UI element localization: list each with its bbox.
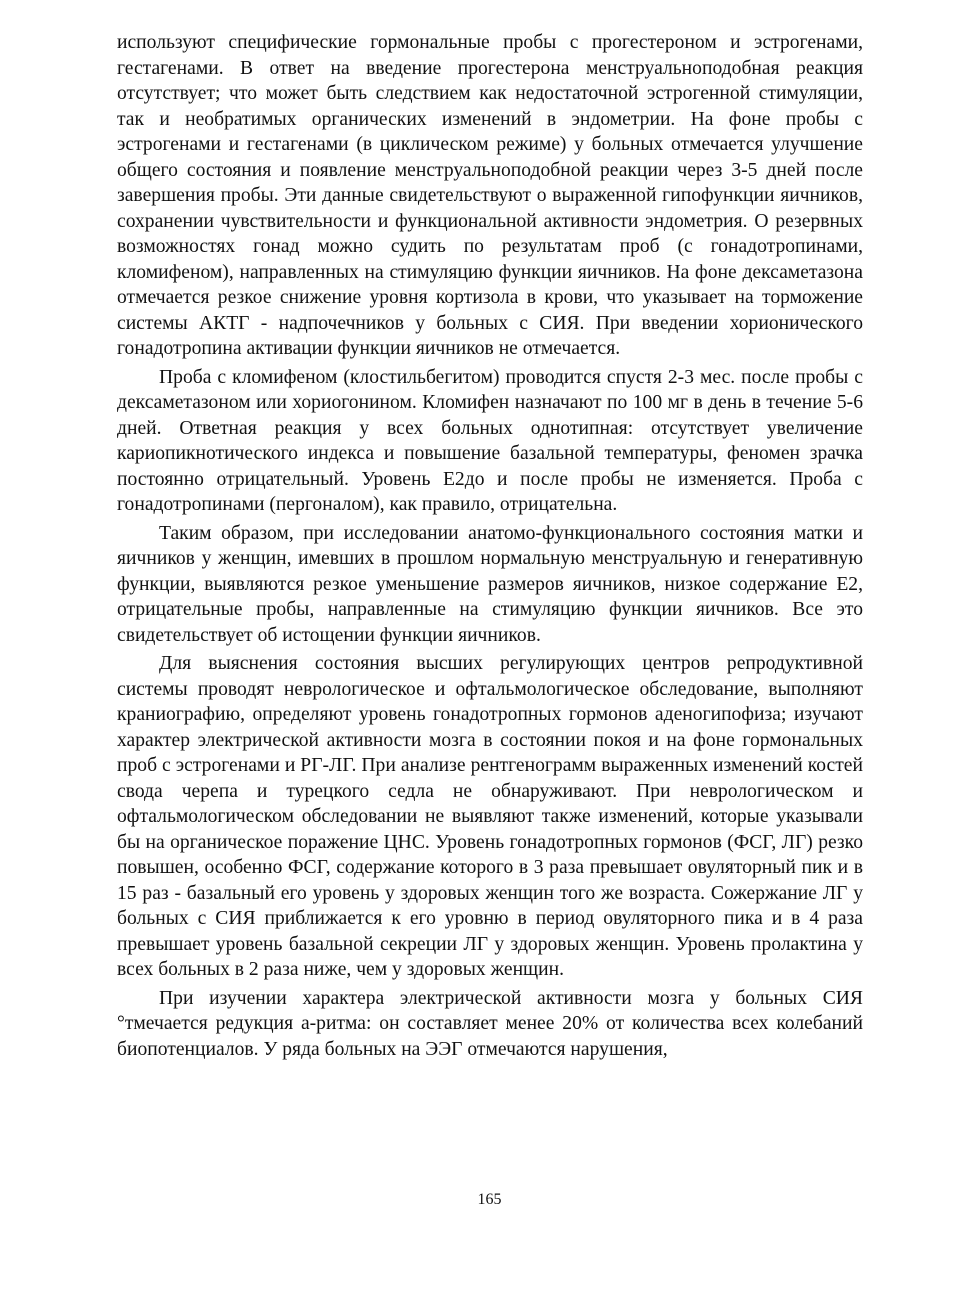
paragraph-2: Проба с кломифеном (клостильбегитом) проводится спустя 2-3 мес. после пробы с дексаметазоном или хориогонином. Кломифен назначают по 100 мг в день в течение 5-6 дней. Ответная реакция у всех больных однотипная: отсутствует увеличение кариопикнотического индекса и повышение базальной температуры, феномен зрачка постоянно отрицательный. Уровень Е2до и после пробы не изменяется. Проба с гонадотропинами (пергоналом), как правило, отрицательна. [117,366,863,515]
document-page [117,30,863,1062]
paragraph-5: При изучении характера электрической активности мозга у больных СИЯ °тмечается редукция a-ритма: он составляет менее 20% от количества всех колебаний биопотенциалов. У ряда больных на ЭЭГ отмечаются нарушения, [117,987,863,1060]
paragraph-3: Таким образом, при исследовании анатомо-функционального состояния матки и яичников у женщин, имевших в прошлом нормальную менструальную и генеративную функции, выявляются резкое уменьшение размеров яичников, низкое содержание Е2, отрицательные пробы, направленные на стимуляцию функции яичников. Все это свидетельствует об истощении функции яичников. [117,522,863,646]
paragraph-4: Для выяснения состояния высших регулирующих центров репродуктивной системы проводят неврологическое и офтальмологическое обследование, выполняют краниографию, определяют уровень гонадотропных гормонов аденогипофиза; изучают характер электрической активности мозга в состоянии покоя и на фоне гормональных проб с эстрогенами и РГ-ЛГ. При анализе рентгенограмм выраженных изменений костей свода черепа и турецкого седла не обнаруживают. При неврологическом и офтальмологическом обследовании не выявляют также изменений, которые указывали бы на органическое поражение ЦНС. Уровень гонадотропных гормонов (ФСГ, ЛГ) резко повышен, особенно ФСГ, содержание которого в 3 раза превышает овуляторный пик и в 15 раз - базальный его уровень у здоровых женщин того же возраста. Сожержание ЛГ у больных с СИЯ приближается к его уровню в период овуляторного пика и в 4 раза превышает уровень базальной секреции ЛГ у здоровых женщин. Уровень пролактина у всех больных в 2 раза ниже, чем у здоровых женщин. [117,653,863,980]
paragraph-1: используют специфические гормональные пробы с прогестероном и эстрогенами, гестагенами. В ответ на введение прогестерона менструальноподобная реакция отсутствует; что может быть следствием как недостаточной эстрогенной стимуляции, так и необратимых органических изменений в эндометрии. На фоне пробы с эстрогенами и гестагенами (в циклическом режиме) у больных отмечается улучшение общего состояния и появление менструальноподобной реакции через 3-5 дней после завершения пробы. Эти данные свидетельствуют о выраженной гипофункции яичников, сохранении чувствительности и функциональной активности эндометрия. О резервных возможностях гонад можно судить по результатам проб (с гонадотропинами, кломифеном), направленных на стимуляцию функции яичников. На фоне дексаметазона отмечается резкое снижение уровня кортизола в крови, что указывает на торможение системы АКТГ - надпочечников у больных с СИЯ. При введении хорионического гонадотропина активации функции яичников не отмечается. [117,32,863,359]
page-number: 165 [477,1191,502,1208]
